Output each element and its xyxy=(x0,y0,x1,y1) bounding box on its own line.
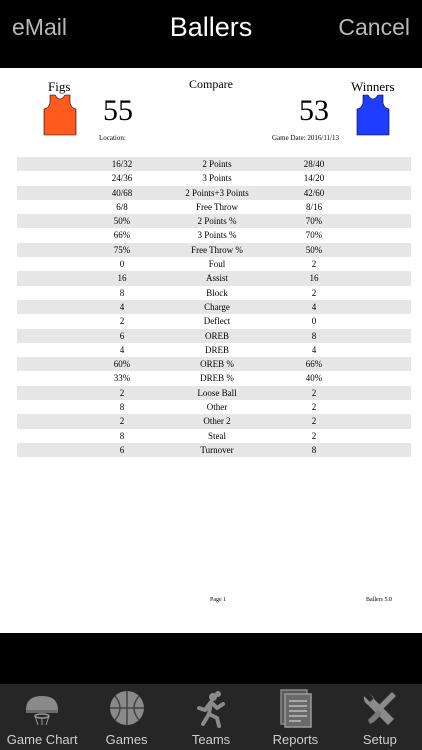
away-value: 2 xyxy=(311,402,317,413)
stat-row xyxy=(17,243,411,257)
basketball-icon xyxy=(107,688,147,728)
stat-name: OREB % xyxy=(200,359,234,370)
stat-row xyxy=(17,157,411,171)
home-value: 0 xyxy=(119,259,125,270)
home-value: 2 xyxy=(119,387,125,398)
home-value: 6/8 xyxy=(116,201,128,212)
home-value: 8 xyxy=(119,287,125,298)
home-value: 4 xyxy=(119,301,125,312)
tab-bar xyxy=(0,684,422,750)
away-value: 8 xyxy=(311,330,317,341)
stat-row xyxy=(17,300,411,314)
stat-row xyxy=(17,257,411,271)
stat-name: Other xyxy=(206,402,228,413)
tab-label: Setup xyxy=(362,732,397,747)
away-value: 4 xyxy=(311,301,317,312)
away-team-name: Winners xyxy=(351,79,395,94)
stat-row xyxy=(17,414,411,428)
stat-row xyxy=(17,343,411,357)
home-team-name: Figs xyxy=(48,79,71,94)
stat-name: Deflect xyxy=(203,316,231,327)
stat-name: DREB % xyxy=(200,373,234,384)
home-value: 40/68 xyxy=(111,187,133,198)
stat-name: 2 Points xyxy=(202,159,232,169)
stat-name: Turnover xyxy=(200,444,234,455)
email-button[interactable]: eMail xyxy=(12,14,67,40)
away-value: 40% xyxy=(305,373,323,384)
tab-setup[interactable] xyxy=(338,684,422,750)
away-value: 70% xyxy=(305,230,323,241)
stat-name: 3 Points % xyxy=(197,230,237,241)
report-sheet xyxy=(0,68,422,633)
away-value: 16 xyxy=(309,273,319,284)
home-value: 6 xyxy=(119,330,125,341)
home-value: 8 xyxy=(119,402,125,413)
stat-row xyxy=(17,214,411,228)
tab-label: Games xyxy=(105,732,148,747)
player-icon xyxy=(191,688,231,728)
away-value: 2 xyxy=(311,259,317,270)
page-title: Ballers xyxy=(169,12,253,42)
home-value: 16/32 xyxy=(111,159,133,169)
stat-row xyxy=(17,371,411,385)
navigation-bar xyxy=(0,0,422,62)
stat-name: 2 Points % xyxy=(197,216,237,227)
home-value: 66% xyxy=(113,230,131,241)
stat-name: Steal xyxy=(208,430,226,441)
stat-row xyxy=(17,200,411,214)
compare-heading: Compare xyxy=(189,77,233,91)
away-team-score: 53 xyxy=(299,94,329,127)
home-value: 75% xyxy=(113,244,131,255)
tab-teams[interactable] xyxy=(169,684,253,750)
hoop-icon xyxy=(22,688,62,728)
stat-name: 2 Points+3 Points xyxy=(185,187,249,198)
cancel-button[interactable]: Cancel xyxy=(338,14,410,40)
stat-name: DREB xyxy=(204,344,229,355)
home-value: 33% xyxy=(113,373,131,384)
away-value: 0 xyxy=(311,316,317,327)
home-value: 2 xyxy=(119,316,125,327)
stat-name: OREB xyxy=(204,330,229,341)
home-value: 50% xyxy=(113,216,131,227)
tab-label: Reports xyxy=(272,732,319,747)
stat-row xyxy=(17,171,411,185)
stat-name: 3 Points xyxy=(202,173,232,184)
tab-reports[interactable] xyxy=(253,684,337,750)
away-value: 66% xyxy=(305,359,323,370)
tab-game-chart[interactable] xyxy=(0,684,84,750)
home-value: 16 xyxy=(117,273,127,284)
away-value: 2 xyxy=(311,287,317,298)
stat-row xyxy=(17,400,411,414)
stat-name: Block xyxy=(206,287,228,298)
stat-row xyxy=(17,357,411,371)
stat-name: Assist xyxy=(205,273,228,284)
stat-name: Free Throw xyxy=(195,201,239,212)
stat-row xyxy=(17,314,411,328)
stat-row xyxy=(17,386,411,400)
away-value: 4 xyxy=(311,344,317,355)
stat-row xyxy=(17,443,411,457)
away-value: 8 xyxy=(311,444,317,455)
away-value: 2 xyxy=(311,387,317,398)
home-value: 8 xyxy=(119,430,125,441)
stat-name: Free Throw % xyxy=(191,244,243,255)
stat-row xyxy=(17,271,411,285)
stat-name: Foul xyxy=(208,259,226,270)
away-value: 70% xyxy=(305,216,323,227)
away-value: 2 xyxy=(311,416,317,427)
tab-label: Game Chart xyxy=(6,732,78,747)
reports-icon xyxy=(275,688,315,728)
stat-row xyxy=(17,228,411,242)
home-value: 4 xyxy=(119,344,125,355)
stat-name: Other 2 xyxy=(203,416,231,427)
tab-games[interactable] xyxy=(84,684,168,750)
away-value: 14/20 xyxy=(303,173,325,184)
away-value: 28/40 xyxy=(303,159,325,169)
stat-row xyxy=(17,186,411,200)
stat-row xyxy=(17,429,411,443)
version-label: Ballers 5.0 xyxy=(366,597,392,603)
orange-jersey-icon xyxy=(42,94,78,136)
away-value: 8/16 xyxy=(305,201,322,212)
stat-name: Loose Ball xyxy=(197,387,237,398)
tab-label: Teams xyxy=(191,732,231,747)
page-number: Page 1 xyxy=(210,597,227,603)
home-value: 24/36 xyxy=(111,173,133,184)
location-label: Location: xyxy=(99,134,126,142)
home-value: 6 xyxy=(119,444,125,455)
home-value: 60% xyxy=(113,359,131,370)
away-value: 2 xyxy=(311,430,317,441)
home-team-score: 55 xyxy=(103,94,133,127)
stats-table xyxy=(17,157,411,457)
stat-name: Charge xyxy=(204,301,230,312)
stat-row xyxy=(17,286,411,300)
home-value: 2 xyxy=(119,416,125,427)
game-date: Game Date: 2016/11/13 xyxy=(272,134,340,142)
stat-row xyxy=(17,329,411,343)
blue-jersey-icon xyxy=(355,94,391,136)
away-value: 42/60 xyxy=(303,187,325,198)
away-value: 50% xyxy=(305,244,323,255)
tools-icon xyxy=(360,688,400,728)
